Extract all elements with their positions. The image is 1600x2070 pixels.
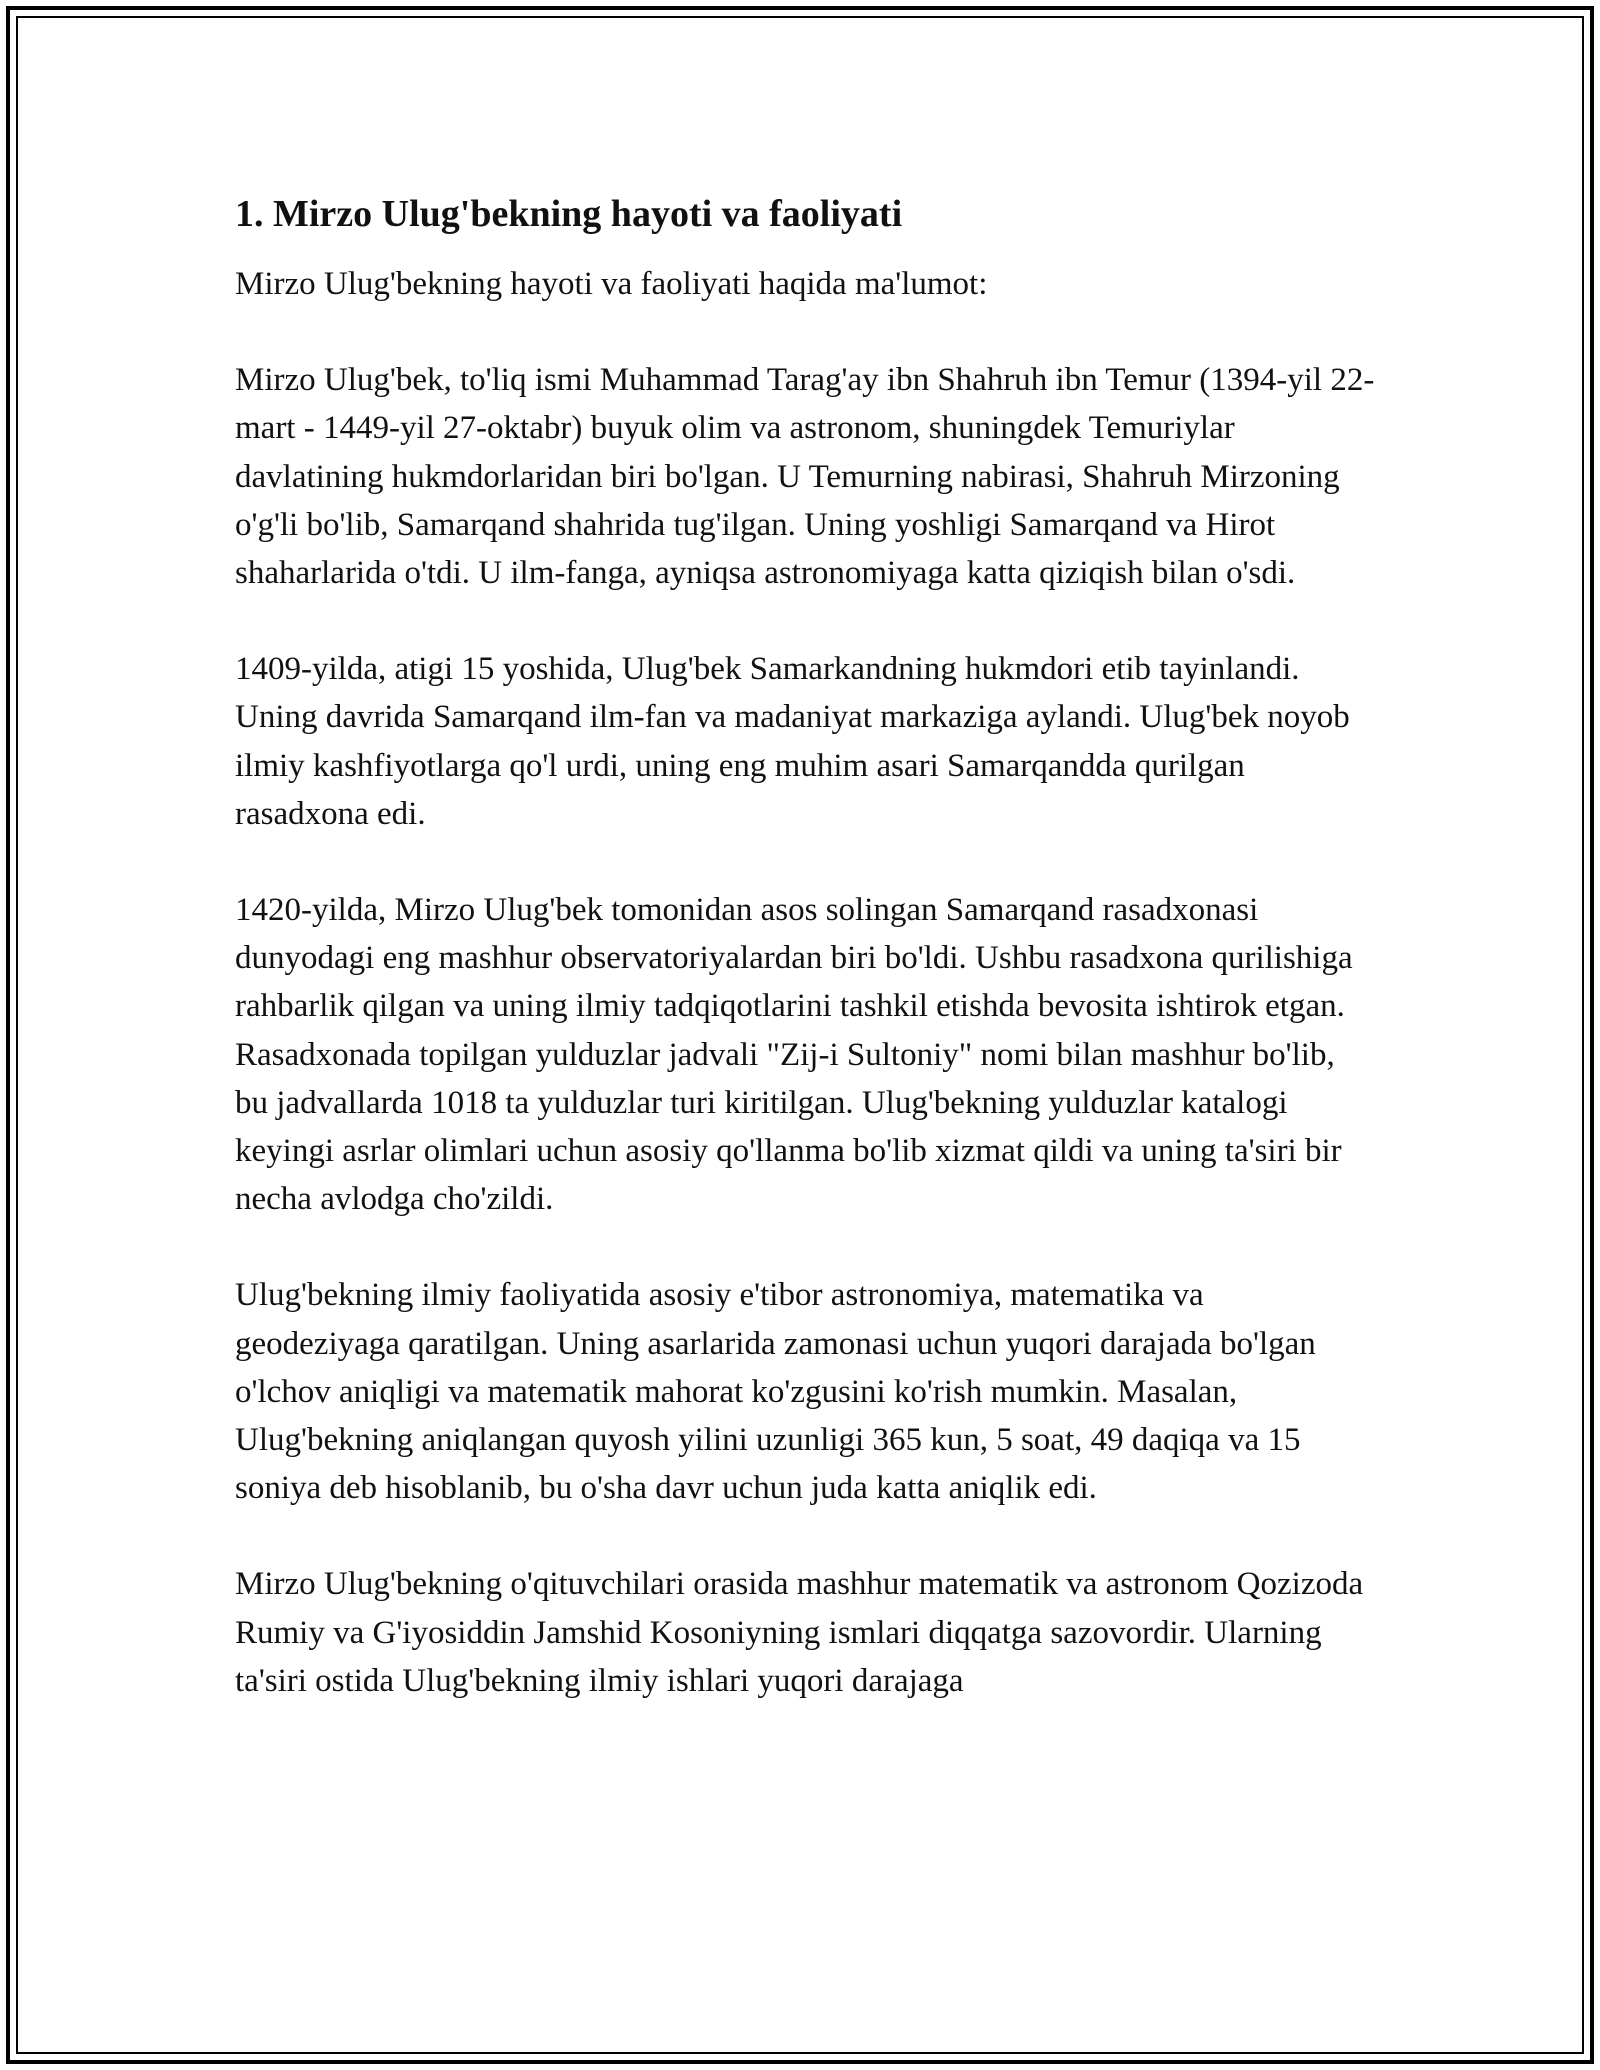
paragraph-observatory: 1420-yilda, Mirzo Ulug'bek tomonidan asos solingan Samarqand rasadxonasi dunyodagi eng mashhur observatoriyalardan biri bo'ldi. Ushbu rasadxona qurilishiga rahbarlik qilgan va uning ilmiy tadqiqotlarini tashkil etishda bevosita ishtirok etgan. Rasadxonada topilgan yulduzlar jadvali "Zij-i Sultoniy" nomi bilan mashhur bo'lib, bu jadvallarda 1018 ta yulduzlar turi kiritilgan. Ulug'bekning yulduzlar katalogi keyingi asrlar olimlari uchun asosiy qo'llanma bo'lib xizmat qildi va uning ta'siri bir necha avlodga cho'zildi.	[235, 892, 1353, 1218]
document-body	[235, 188, 1375, 1753]
section-heading: 1. Mirzo Ulug'bekning hayoti va faoliyati	[235, 193, 903, 235]
intro-paragraph: Mirzo Ulug'bekning hayoti va faoliyati haqida ma'lumot:	[235, 266, 988, 302]
paragraph-teachers: Mirzo Ulug'bekning o'qituvchilari orasida mashhur matematik va astronom Qozizoda Rumiy va G'iyosiddin Jamshid Kosoniyning ismlari diqqatga sazovordir. Ularning ta'siri ostida Ulug'bekning ilmiy ishlari yuqori darajaga	[235, 1566, 1364, 1699]
paragraph-ruler: 1409-yilda, atigi 15 yoshida, Ulug'bek Samarkandning hukmdori etib tayinlandi. Uning davrida Samarqand ilm-fan va madaniyat markaziga aylandi. Ulug'bek noyob ilmiy kashfiyotlarga qo'l urdi, uning eng muhim asari Samarqandda qurilgan rasadxona edi.	[235, 651, 1350, 832]
paragraph-scientific-work: Ulug'bekning ilmiy faoliyatida asosiy e'tibor astronomiya, matematika va geodeziyaga qaratilgan. Uning asarlarida zamonasi uchun yuqori darajada bo'lgan o'lchov aniqligi va matematik mahorat ko'zgusini ko'rish mumkin. Masalan, Ulug'bekning aniqlangan quyosh yilini uzunligi 365 kun, 5 soat, 49 daqiqa va 15 soniya deb hisoblanib, bu o'sha davr uchun juda katta aniqlik edi.	[235, 1277, 1316, 1507]
paragraph-biography: Mirzo Ulug'bek, to'liq ismi Muhammad Tarag'ay ibn Shahruh ibn Temur (1394-yil 22-mart - 1449-yil 27-oktabr) buyuk olim va astronom, shuningdek Temuriylar davlatining hukmdorlaridan biri bo'lgan. U Temurning nabirasi, Shahruh Mirzoning o'g'li bo'lib, Samarqand shahrida tug'ilgan. Uning yoshligi Samarqand va Hirot shaharlarida o'tdi. U ilm-fanga, ayniqsa astronomiyaga katta qiziqish bilan o'sdi.	[235, 362, 1375, 592]
